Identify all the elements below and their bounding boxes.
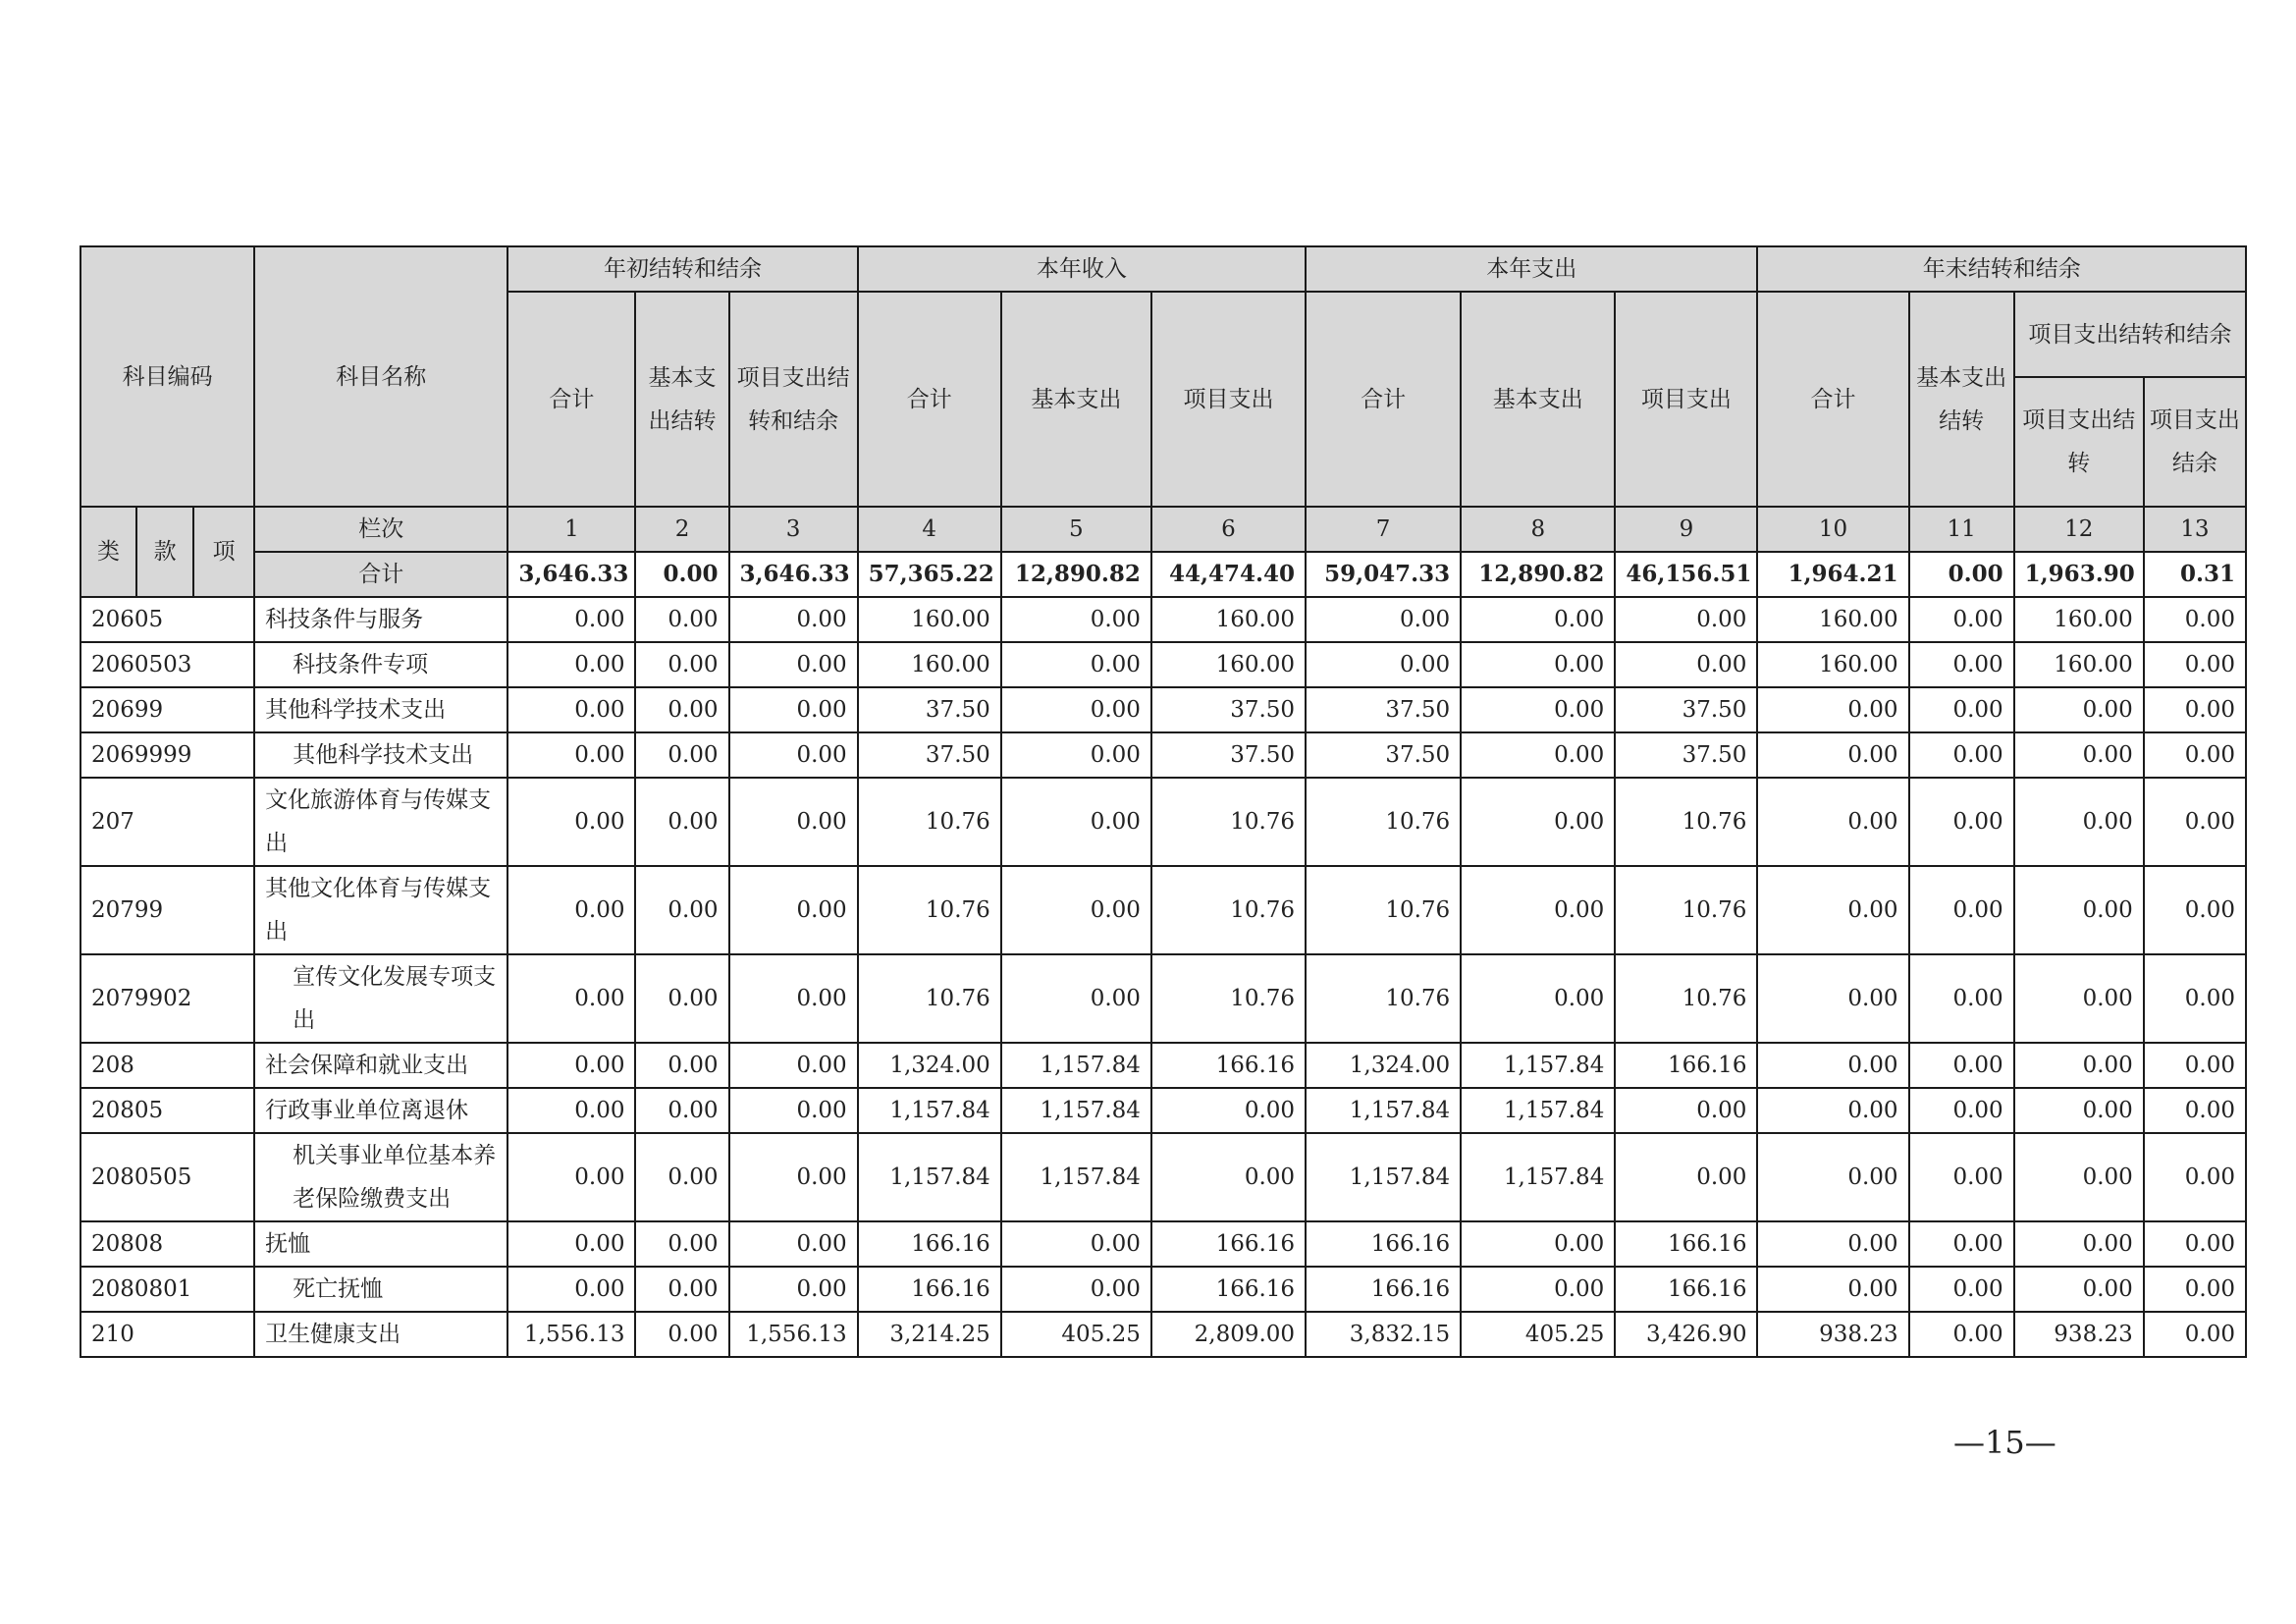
amount-cell: 160.00 xyxy=(2014,642,2144,687)
amount-cell: 0.00 xyxy=(729,954,858,1043)
amount-cell: 0.00 xyxy=(507,687,635,732)
amount-cell: 0.00 xyxy=(1461,1221,1615,1267)
column-number: 3 xyxy=(729,507,858,552)
amount-cell: 1,556.13 xyxy=(729,1312,858,1357)
subject-code: 20808 xyxy=(80,1221,254,1267)
total-value: 12,890.82 xyxy=(1001,552,1151,597)
amount-cell: 0.00 xyxy=(729,1221,858,1267)
amount-cell: 0.00 xyxy=(2144,687,2246,732)
subject-name: 抚恤 xyxy=(254,1221,507,1267)
subject-name: 其他文化体育与传媒支出 xyxy=(254,866,507,954)
amount-cell: 0.00 xyxy=(1461,778,1615,866)
amount-cell: 405.25 xyxy=(1461,1312,1615,1357)
amount-cell: 0.00 xyxy=(1909,1267,2014,1312)
column-number: 5 xyxy=(1001,507,1151,552)
amount-cell: 0.00 xyxy=(2014,954,2144,1043)
column-number: 7 xyxy=(1306,507,1461,552)
amount-cell: 0.00 xyxy=(507,1221,635,1267)
amount-cell: 0.00 xyxy=(635,954,728,1043)
subject-code: 20799 xyxy=(80,866,254,954)
total-value: 1,964.21 xyxy=(1757,552,1908,597)
column-number: 13 xyxy=(2144,507,2246,552)
header-group-opening: 年初结转和结余 xyxy=(507,246,857,292)
amount-cell: 0.00 xyxy=(1909,642,2014,687)
header-group-closing: 年末结转和结余 xyxy=(1757,246,2246,292)
total-value: 0.00 xyxy=(1909,552,2014,597)
subject-code: 20805 xyxy=(80,1088,254,1133)
amount-cell: 0.00 xyxy=(2144,642,2246,687)
amount-cell: 0.00 xyxy=(2144,866,2246,954)
amount-cell: 160.00 xyxy=(2014,597,2144,642)
amount-cell: 0.00 xyxy=(1001,687,1151,732)
amount-cell: 0.00 xyxy=(729,1088,858,1133)
amount-cell: 1,157.84 xyxy=(1001,1088,1151,1133)
amount-cell: 0.00 xyxy=(1001,732,1151,778)
total-value: 44,474.40 xyxy=(1151,552,1306,597)
subject-code: 20605 xyxy=(80,597,254,642)
table-row xyxy=(80,642,2246,687)
header-col-total-1: 合计 xyxy=(507,292,635,507)
amount-cell: 10.76 xyxy=(1151,954,1306,1043)
amount-cell: 0.00 xyxy=(1909,1221,2014,1267)
amount-cell: 0.00 xyxy=(1757,954,1908,1043)
amount-cell: 10.76 xyxy=(1151,866,1306,954)
header-lanci: 栏次 xyxy=(254,507,507,552)
header-col-basic-exp-5: 基本支出 xyxy=(1001,292,1151,507)
amount-cell: 10.76 xyxy=(858,866,1001,954)
amount-cell: 0.00 xyxy=(1615,1088,1757,1133)
amount-cell: 0.00 xyxy=(1461,866,1615,954)
subject-code: 2079902 xyxy=(80,954,254,1043)
total-value: 57,365.22 xyxy=(858,552,1001,597)
total-value: 1,963.90 xyxy=(2014,552,2144,597)
amount-cell: 0.00 xyxy=(2144,1267,2246,1312)
amount-cell: 0.00 xyxy=(1757,1133,1908,1221)
header-col-proj-carry-12: 项目支出结转 xyxy=(2014,377,2144,507)
amount-cell: 0.00 xyxy=(2144,732,2246,778)
column-number: 1 xyxy=(507,507,635,552)
amount-cell: 0.00 xyxy=(2014,1088,2144,1133)
table-row xyxy=(80,866,2246,954)
column-number: 4 xyxy=(858,507,1001,552)
amount-cell: 166.16 xyxy=(1151,1267,1306,1312)
amount-cell: 166.16 xyxy=(1615,1267,1757,1312)
amount-cell: 0.00 xyxy=(1001,954,1151,1043)
amount-cell: 0.00 xyxy=(1909,687,2014,732)
amount-cell: 0.00 xyxy=(1757,687,1908,732)
column-number: 9 xyxy=(1615,507,1757,552)
amount-cell: 0.00 xyxy=(2014,1267,2144,1312)
amount-cell: 0.00 xyxy=(1001,1221,1151,1267)
amount-cell: 0.00 xyxy=(507,954,635,1043)
subject-name: 卫生健康支出 xyxy=(254,1312,507,1357)
amount-cell: 10.76 xyxy=(1615,778,1757,866)
amount-cell: 0.00 xyxy=(507,1088,635,1133)
amount-cell: 0.00 xyxy=(729,597,858,642)
header-group-expense: 本年支出 xyxy=(1306,246,1757,292)
amount-cell: 10.76 xyxy=(858,954,1001,1043)
budget-table xyxy=(80,245,2247,1358)
amount-cell: 160.00 xyxy=(1151,597,1306,642)
amount-cell: 0.00 xyxy=(507,866,635,954)
subject-code: 2080505 xyxy=(80,1133,254,1221)
amount-cell: 0.00 xyxy=(2144,1312,2246,1357)
amount-cell: 0.00 xyxy=(2014,778,2144,866)
header-col-proj-carry-balance: 项目支出结转和结余 xyxy=(729,292,858,507)
amount-cell: 166.16 xyxy=(858,1267,1001,1312)
amount-cell: 0.00 xyxy=(1909,866,2014,954)
column-number: 2 xyxy=(635,507,728,552)
header-col-proj-exp-9: 项目支出 xyxy=(1615,292,1757,507)
amount-cell: 1,157.84 xyxy=(1461,1088,1615,1133)
amount-cell: 1,556.13 xyxy=(507,1312,635,1357)
amount-cell: 37.50 xyxy=(1151,732,1306,778)
total-value: 46,156.51 xyxy=(1615,552,1757,597)
header-group-income: 本年收入 xyxy=(858,246,1306,292)
total-value: 59,047.33 xyxy=(1306,552,1461,597)
amount-cell: 0.00 xyxy=(2014,1221,2144,1267)
amount-cell: 10.76 xyxy=(1306,954,1461,1043)
amount-cell: 0.00 xyxy=(1461,642,1615,687)
amount-cell: 0.00 xyxy=(635,866,728,954)
subject-code: 2069999 xyxy=(80,732,254,778)
amount-cell: 0.00 xyxy=(507,732,635,778)
amount-cell: 1,324.00 xyxy=(858,1043,1001,1088)
amount-cell: 0.00 xyxy=(1757,1088,1908,1133)
table-row xyxy=(80,1043,2246,1088)
amount-cell: 0.00 xyxy=(1909,1088,2014,1133)
header-col-total-10: 合计 xyxy=(1757,292,1908,507)
amount-cell: 0.00 xyxy=(1615,642,1757,687)
amount-cell: 0.00 xyxy=(2144,778,2246,866)
column-number: 11 xyxy=(1909,507,2014,552)
amount-cell: 166.16 xyxy=(1306,1221,1461,1267)
table-row xyxy=(80,778,2246,866)
amount-cell: 0.00 xyxy=(729,687,858,732)
amount-cell: 0.00 xyxy=(635,1043,728,1088)
amount-cell: 1,157.84 xyxy=(1001,1133,1151,1221)
amount-cell: 1,157.84 xyxy=(1306,1133,1461,1221)
subject-name: 宣传文化发展专项支出 xyxy=(254,954,507,1043)
header-col-total-4: 合计 xyxy=(858,292,1001,507)
amount-cell: 0.00 xyxy=(635,642,728,687)
amount-cell: 1,157.84 xyxy=(858,1088,1001,1133)
subject-name: 死亡抚恤 xyxy=(254,1267,507,1312)
header-proj-group: 项目支出结转和结余 xyxy=(2014,292,2246,377)
subject-code: 210 xyxy=(80,1312,254,1357)
amount-cell: 0.00 xyxy=(1615,1133,1757,1221)
subject-code: 208 xyxy=(80,1043,254,1088)
amount-cell: 1,157.84 xyxy=(1461,1043,1615,1088)
amount-cell: 160.00 xyxy=(858,597,1001,642)
amount-cell: 1,157.84 xyxy=(1306,1088,1461,1133)
header-col-total-7: 合计 xyxy=(1306,292,1461,507)
header-subject-code: 科目编码 xyxy=(80,246,254,507)
amount-cell: 0.00 xyxy=(635,1221,728,1267)
amount-cell: 166.16 xyxy=(858,1221,1001,1267)
column-number: 10 xyxy=(1757,507,1908,552)
amount-cell: 166.16 xyxy=(1306,1267,1461,1312)
amount-cell: 0.00 xyxy=(2144,954,2246,1043)
amount-cell: 0.00 xyxy=(1757,866,1908,954)
amount-cell: 0.00 xyxy=(1757,1267,1908,1312)
amount-cell: 0.00 xyxy=(507,642,635,687)
amount-cell: 37.50 xyxy=(1151,687,1306,732)
amount-cell: 0.00 xyxy=(1757,1221,1908,1267)
amount-cell: 0.00 xyxy=(1001,778,1151,866)
total-value: 0.31 xyxy=(2144,552,2246,597)
amount-cell: 0.00 xyxy=(729,1267,858,1312)
amount-cell: 0.00 xyxy=(1757,1043,1908,1088)
amount-cell: 0.00 xyxy=(1909,597,2014,642)
amount-cell: 0.00 xyxy=(1757,778,1908,866)
amount-cell: 1,157.84 xyxy=(1461,1133,1615,1221)
total-value: 12,890.82 xyxy=(1461,552,1615,597)
amount-cell: 0.00 xyxy=(507,1133,635,1221)
amount-cell: 37.50 xyxy=(1615,732,1757,778)
amount-cell: 0.00 xyxy=(729,778,858,866)
amount-cell: 0.00 xyxy=(635,597,728,642)
amount-cell: 0.00 xyxy=(507,597,635,642)
page-number: —15— xyxy=(1953,1424,2056,1461)
amount-cell: 166.16 xyxy=(1615,1043,1757,1088)
amount-cell: 0.00 xyxy=(1461,732,1615,778)
amount-cell: 37.50 xyxy=(1306,687,1461,732)
table-row xyxy=(80,954,2246,1043)
amount-cell: 1,324.00 xyxy=(1306,1043,1461,1088)
amount-cell: 37.50 xyxy=(1615,687,1757,732)
amount-cell: 37.50 xyxy=(858,687,1001,732)
table-row xyxy=(80,597,2246,642)
amount-cell: 0.00 xyxy=(1001,597,1151,642)
amount-cell: 0.00 xyxy=(635,1267,728,1312)
amount-cell: 0.00 xyxy=(2014,866,2144,954)
amount-cell: 0.00 xyxy=(1909,1133,2014,1221)
subject-name: 社会保障和就业支出 xyxy=(254,1043,507,1088)
amount-cell: 0.00 xyxy=(2144,1221,2246,1267)
total-value: 0.00 xyxy=(635,552,728,597)
amount-cell: 0.00 xyxy=(729,1133,858,1221)
subject-code: 2080801 xyxy=(80,1267,254,1312)
amount-cell: 0.00 xyxy=(1306,642,1461,687)
header-col-basic-carry: 基本支出结转 xyxy=(635,292,728,507)
subject-name: 文化旅游体育与传媒支出 xyxy=(254,778,507,866)
subject-code: 20699 xyxy=(80,687,254,732)
amount-cell: 0.00 xyxy=(1001,1267,1151,1312)
header-col-basic-exp-8: 基本支出 xyxy=(1461,292,1615,507)
amount-cell: 160.00 xyxy=(1757,597,1908,642)
amount-cell: 0.00 xyxy=(1001,642,1151,687)
subject-name: 机关事业单位基本养老保险缴费支出 xyxy=(254,1133,507,1221)
amount-cell: 0.00 xyxy=(1909,1043,2014,1088)
amount-cell: 0.00 xyxy=(507,778,635,866)
header-col-proj-exp-6: 项目支出 xyxy=(1151,292,1306,507)
header-col-proj-balance-13: 项目支出结余 xyxy=(2144,377,2246,507)
amount-cell: 938.23 xyxy=(1757,1312,1908,1357)
amount-cell: 0.00 xyxy=(1461,954,1615,1043)
total-value: 3,646.33 xyxy=(729,552,858,597)
amount-cell: 0.00 xyxy=(1909,778,2014,866)
amount-cell: 0.00 xyxy=(1909,954,2014,1043)
amount-cell: 3,832.15 xyxy=(1306,1312,1461,1357)
table-row xyxy=(80,732,2246,778)
amount-cell: 0.00 xyxy=(1757,732,1908,778)
amount-cell: 0.00 xyxy=(1615,597,1757,642)
column-number: 12 xyxy=(2014,507,2144,552)
amount-cell: 10.76 xyxy=(1306,778,1461,866)
subject-name: 行政事业单位离退休 xyxy=(254,1088,507,1133)
amount-cell: 0.00 xyxy=(1909,732,2014,778)
amount-cell: 37.50 xyxy=(858,732,1001,778)
amount-cell: 1,157.84 xyxy=(1001,1043,1151,1088)
subject-name: 科技条件与服务 xyxy=(254,597,507,642)
amount-cell: 0.00 xyxy=(2014,1133,2144,1221)
amount-cell: 0.00 xyxy=(729,642,858,687)
amount-cell: 0.00 xyxy=(507,1267,635,1312)
amount-cell: 166.16 xyxy=(1151,1221,1306,1267)
header-lei: 类 xyxy=(80,507,136,597)
header-kuan: 款 xyxy=(136,507,193,597)
amount-cell: 0.00 xyxy=(2014,687,2144,732)
subject-code: 2060503 xyxy=(80,642,254,687)
table-row xyxy=(80,1312,2246,1357)
amount-cell: 938.23 xyxy=(2014,1312,2144,1357)
amount-cell: 405.25 xyxy=(1001,1312,1151,1357)
amount-cell: 0.00 xyxy=(2144,1133,2246,1221)
amount-cell: 2,809.00 xyxy=(1151,1312,1306,1357)
amount-cell: 0.00 xyxy=(1909,1312,2014,1357)
amount-cell: 160.00 xyxy=(1757,642,1908,687)
amount-cell: 0.00 xyxy=(635,1312,728,1357)
amount-cell: 10.76 xyxy=(1615,866,1757,954)
amount-cell: 3,426.90 xyxy=(1615,1312,1757,1357)
amount-cell: 0.00 xyxy=(635,687,728,732)
amount-cell: 0.00 xyxy=(1461,597,1615,642)
amount-cell: 0.00 xyxy=(1461,687,1615,732)
total-value: 3,646.33 xyxy=(507,552,635,597)
amount-cell: 0.00 xyxy=(2144,597,2246,642)
subject-name: 其他科学技术支出 xyxy=(254,732,507,778)
amount-cell: 0.00 xyxy=(2014,732,2144,778)
total-row-label: 合计 xyxy=(254,552,507,597)
amount-cell: 10.76 xyxy=(1615,954,1757,1043)
subject-code: 207 xyxy=(80,778,254,866)
amount-cell: 1,157.84 xyxy=(858,1133,1001,1221)
table-row xyxy=(80,1133,2246,1221)
amount-cell: 0.00 xyxy=(1461,1267,1615,1312)
amount-cell: 10.76 xyxy=(1151,778,1306,866)
amount-cell: 166.16 xyxy=(1151,1043,1306,1088)
amount-cell: 0.00 xyxy=(2144,1088,2246,1133)
table-row xyxy=(80,1088,2246,1133)
amount-cell: 0.00 xyxy=(729,866,858,954)
amount-cell: 0.00 xyxy=(1306,597,1461,642)
amount-cell: 0.00 xyxy=(729,1043,858,1088)
header-col-basic-carry-11: 基本支出结转 xyxy=(1909,292,2014,507)
amount-cell: 10.76 xyxy=(858,778,1001,866)
amount-cell: 160.00 xyxy=(1151,642,1306,687)
table-row xyxy=(80,687,2246,732)
amount-cell: 0.00 xyxy=(1001,866,1151,954)
subject-name: 其他科学技术支出 xyxy=(254,687,507,732)
amount-cell: 0.00 xyxy=(635,1088,728,1133)
header-xiang: 项 xyxy=(193,507,254,597)
amount-cell: 0.00 xyxy=(635,732,728,778)
amount-cell: 166.16 xyxy=(1615,1221,1757,1267)
amount-cell: 37.50 xyxy=(1306,732,1461,778)
amount-cell: 0.00 xyxy=(729,732,858,778)
header-subject-name: 科目名称 xyxy=(254,246,507,507)
amount-cell: 0.00 xyxy=(2014,1043,2144,1088)
amount-cell: 0.00 xyxy=(507,1043,635,1088)
column-number: 8 xyxy=(1461,507,1615,552)
amount-cell: 160.00 xyxy=(858,642,1001,687)
amount-cell: 0.00 xyxy=(1151,1133,1306,1221)
column-number: 6 xyxy=(1151,507,1306,552)
amount-cell: 10.76 xyxy=(1306,866,1461,954)
amount-cell: 0.00 xyxy=(2144,1043,2246,1088)
amount-cell: 0.00 xyxy=(635,778,728,866)
amount-cell: 3,214.25 xyxy=(858,1312,1001,1357)
amount-cell: 0.00 xyxy=(1151,1088,1306,1133)
table-row xyxy=(80,1221,2246,1267)
table-row xyxy=(80,1267,2246,1312)
subject-name: 科技条件专项 xyxy=(254,642,507,687)
amount-cell: 0.00 xyxy=(635,1133,728,1221)
